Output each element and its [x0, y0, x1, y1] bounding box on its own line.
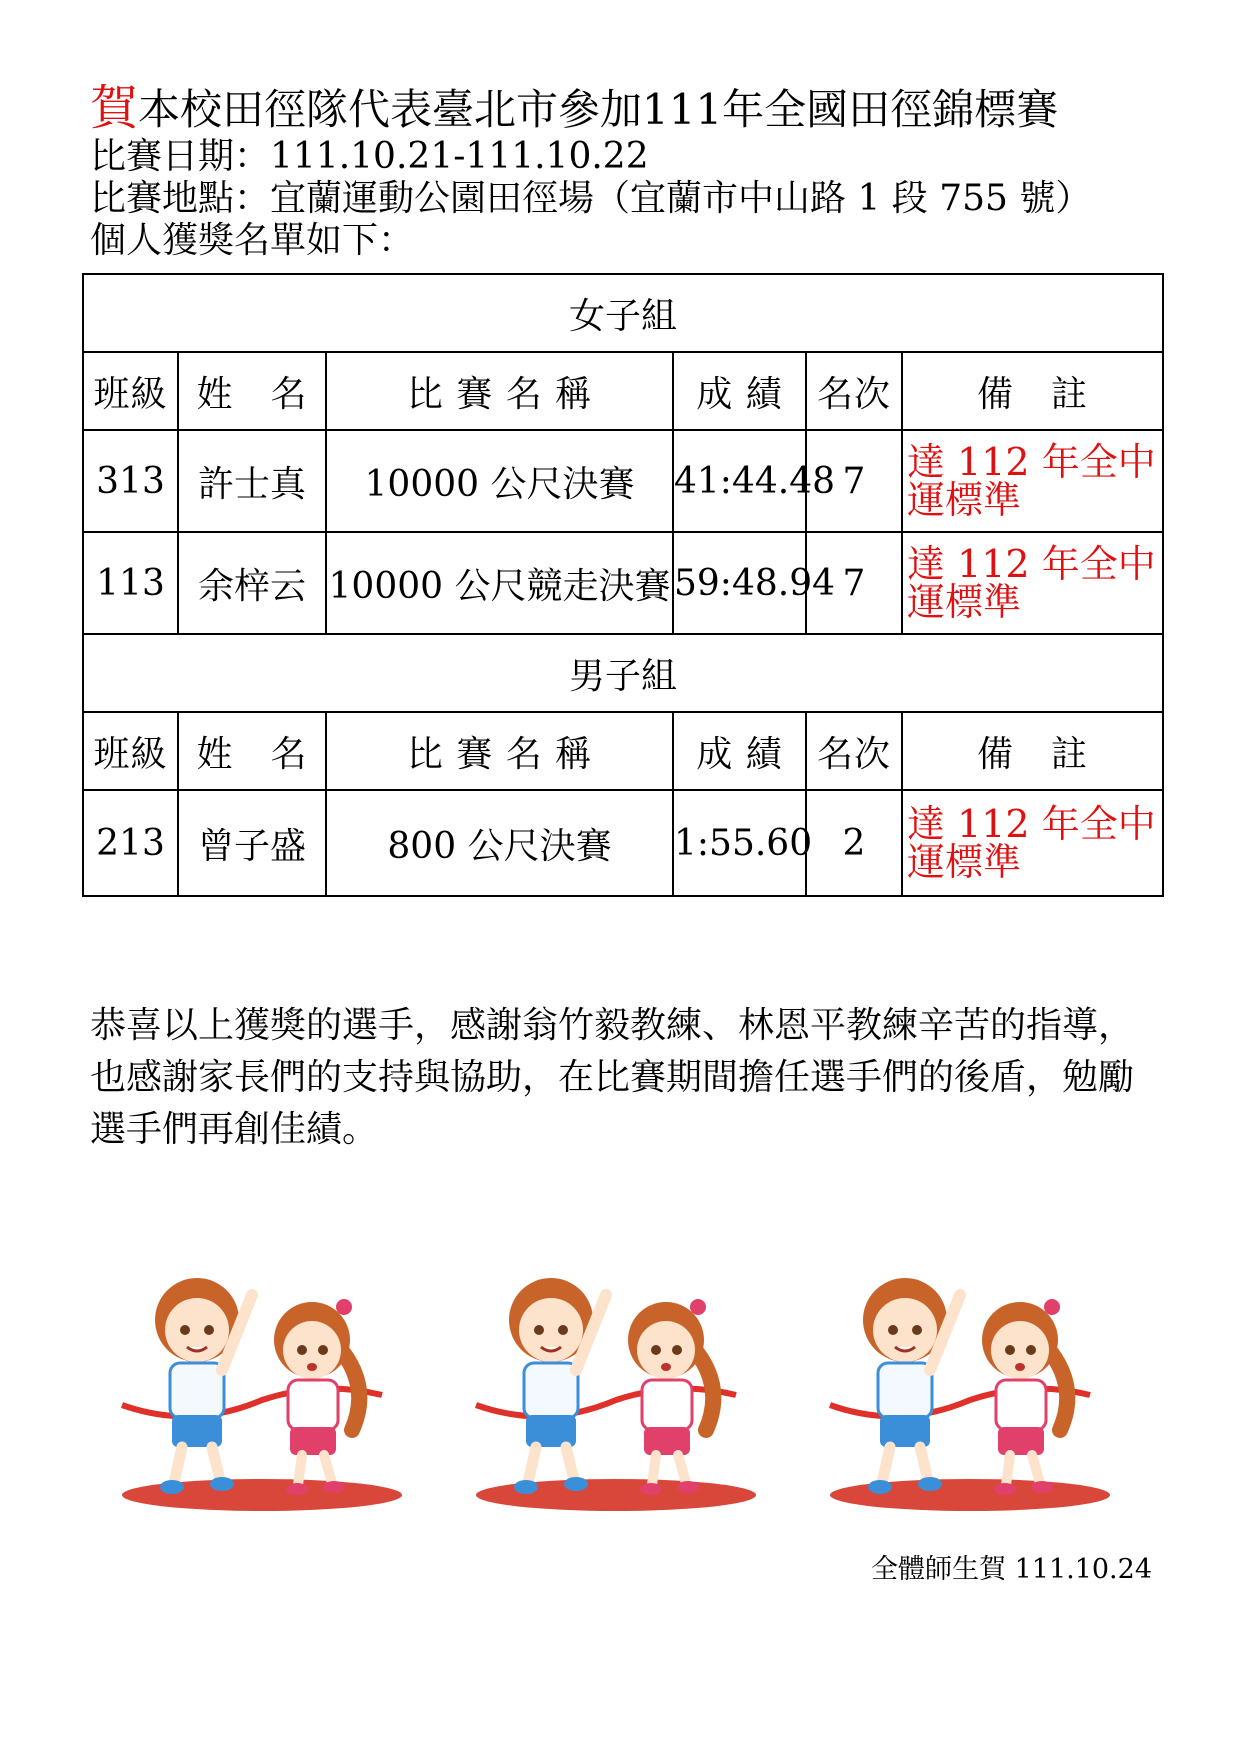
cell-class: 313: [83, 430, 178, 532]
col-header-rank: 名次: [806, 352, 902, 430]
cell-result: 1:55.60: [673, 790, 806, 896]
running-kids-illustration: [112, 1255, 402, 1515]
cell-event: 800 公尺決賽: [326, 790, 673, 896]
running-kids-illustration: [466, 1255, 756, 1515]
congratulation-message: 恭喜以上獲獎的選手，感謝翁竹毅教練、林恩平教練辛苦的指導，也感謝家長們的支持與協助，在比賽期間擔任選手們的後盾，勉勵選手們再創佳績。: [90, 1005, 1135, 1150]
competition-date: 比賽日期：111.10.21-111.10.22: [90, 136, 649, 177]
group-label: 男子組: [83, 634, 1163, 712]
col-header-result: 成 績: [673, 352, 806, 430]
cell-result: 59:48.94: [673, 532, 806, 634]
group-row-female: [83, 274, 1163, 352]
col-header-class: 班級: [83, 352, 178, 430]
header-row: [83, 712, 1163, 790]
cell-name: 余梓云: [178, 532, 326, 634]
col-header-note: 備 註: [902, 352, 1163, 430]
col-header-rank: 名次: [806, 712, 902, 790]
title-highlight: 賀: [90, 80, 139, 136]
header-row: [83, 352, 1163, 430]
col-header-result: 成 績: [673, 712, 806, 790]
cell-note: 達 112 年全中運標準: [902, 790, 1163, 896]
cell-event: 10000 公尺決賽: [326, 430, 673, 532]
cell-rank: 7: [806, 430, 902, 532]
running-kids-icon: [820, 1255, 1110, 1515]
col-header-note: 備 註: [902, 712, 1163, 790]
cell-rank: 2: [806, 790, 902, 896]
results-table: [82, 273, 1164, 897]
competition-venue: 比賽地點：宜蘭運動公園田徑場（宜蘭市中山路 1 段 755 號）: [90, 178, 1092, 219]
table-row: [83, 430, 1163, 532]
col-header-event: 比 賽 名 稱: [326, 712, 673, 790]
group-row-male: [83, 634, 1163, 712]
title-text: 本校田徑隊代表臺北市參加111年全國田徑錦標賽: [138, 85, 1059, 134]
cell-note: 達 112 年全中運標準: [902, 430, 1163, 532]
table-row: [83, 532, 1163, 634]
col-header-name: 姓 名: [178, 712, 326, 790]
document-header: [90, 82, 1170, 262]
col-header-name: 姓 名: [178, 352, 326, 430]
cell-class: 213: [83, 790, 178, 896]
footer-signature: 全體師生賀 111.10.24: [871, 1554, 1152, 1585]
cell-name: 許士真: [178, 430, 326, 532]
running-kids-icon: [466, 1255, 756, 1515]
cell-event: 10000 公尺競走決賽: [326, 532, 673, 634]
running-kids-icon: [112, 1255, 402, 1515]
document-title: [90, 82, 1170, 136]
cell-result: 41:44.48: [673, 430, 806, 532]
col-header-class: 班級: [83, 712, 178, 790]
cell-rank: 7: [806, 532, 902, 634]
running-kids-illustration: [820, 1255, 1110, 1515]
cell-class: 113: [83, 532, 178, 634]
cell-note: 達 112 年全中運標準: [902, 532, 1163, 634]
table-row: [83, 790, 1163, 896]
cell-name: 曾子盛: [178, 790, 326, 896]
group-label: 女子組: [83, 274, 1163, 352]
award-list-intro: 個人獲獎名單如下：: [90, 220, 415, 261]
col-header-event: 比 賽 名 稱: [326, 352, 673, 430]
